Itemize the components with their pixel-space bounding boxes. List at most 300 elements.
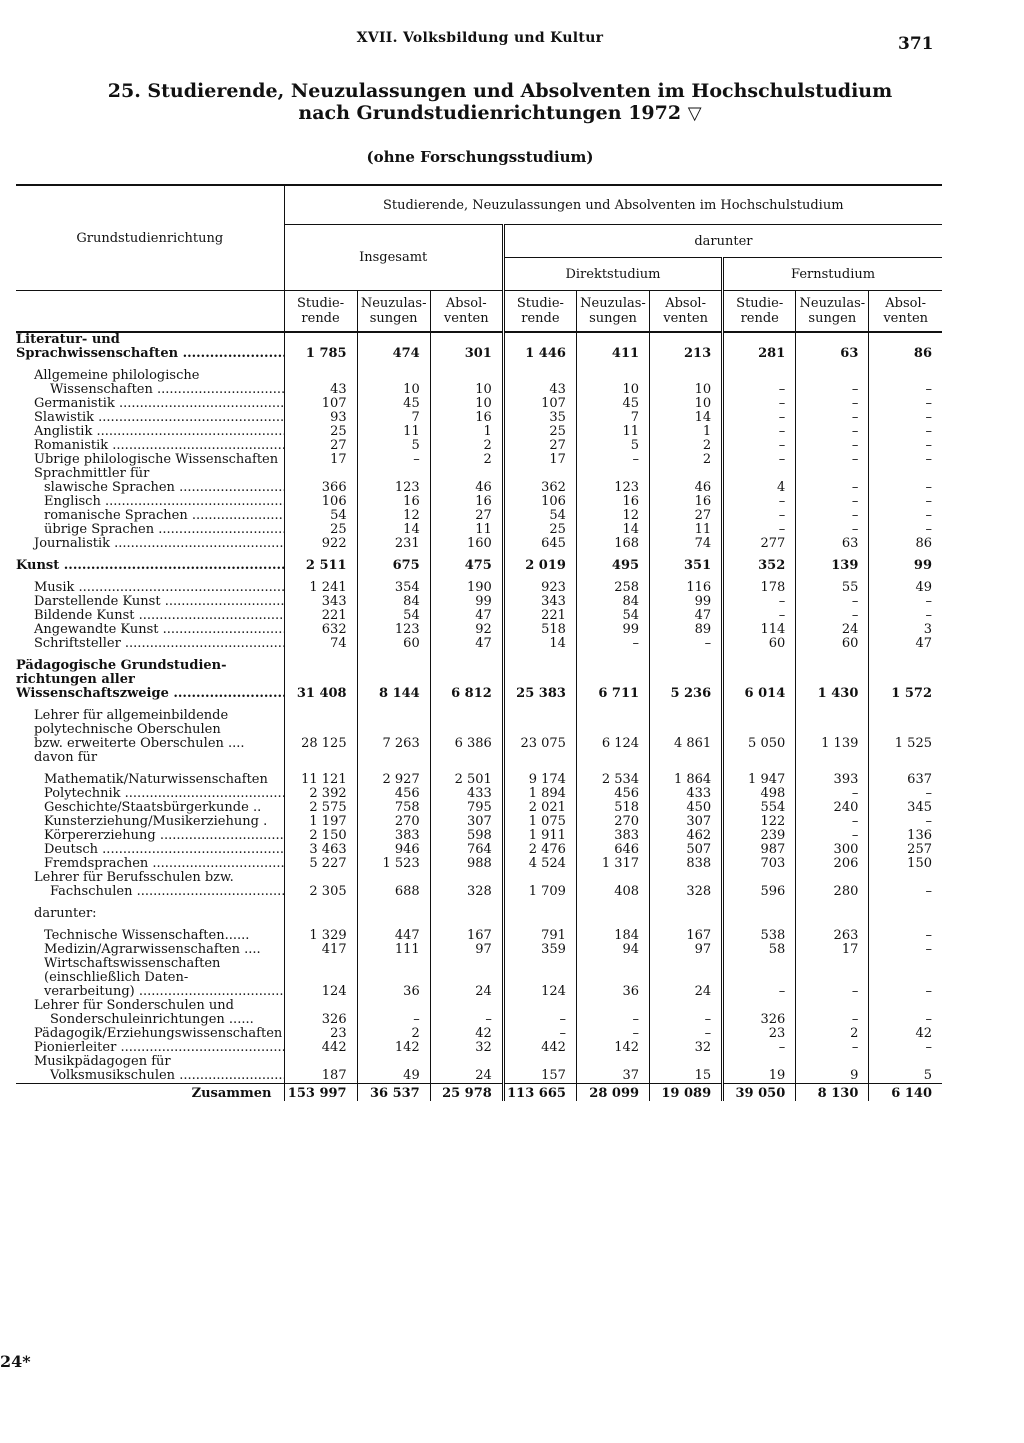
column-header: Absol- venten [869, 291, 942, 333]
row-label-text: Angewandte Kunst ..... [34, 623, 284, 637]
table-row [16, 495, 942, 509]
table-cell [284, 907, 357, 921]
table-cell: – [430, 1013, 503, 1027]
table-cell: 116 [650, 581, 723, 595]
table-cell [576, 332, 649, 347]
table-cell: 74 [650, 537, 723, 551]
total-cell: 36 537 [357, 1084, 430, 1102]
table-cell: 167 [650, 929, 723, 943]
table-cell [503, 999, 576, 1013]
row-label-text: richtungen aller [16, 673, 135, 687]
table-cell: – [796, 829, 869, 843]
table-cell [869, 467, 942, 481]
table-cell: 2 [650, 453, 723, 467]
table-cell: – [796, 1041, 869, 1055]
table-cell: 596 [723, 885, 796, 899]
table-cell [650, 999, 723, 1013]
table-cell: 10 [430, 397, 503, 411]
table-row [16, 957, 942, 971]
table-cell: 300 [796, 843, 869, 857]
table-cell [503, 709, 576, 723]
table-cell: 54 [576, 609, 649, 623]
table-cell: – [869, 509, 942, 523]
table-cell: 206 [796, 857, 869, 871]
table-cell: 2 501 [430, 773, 503, 787]
row-label [16, 999, 284, 1013]
table-cell [430, 957, 503, 971]
row-label-text: Wirtschaftswissenschaften [44, 957, 221, 971]
table-row [16, 411, 942, 425]
table-cell: 703 [723, 857, 796, 871]
table-cell: 54 [503, 509, 576, 523]
table-cell: 4 861 [650, 737, 723, 751]
table-cell: 32 [430, 1041, 503, 1055]
table-cell [650, 957, 723, 971]
table-cell: 45 [576, 397, 649, 411]
table-cell [796, 673, 869, 687]
table-cell: 94 [576, 943, 649, 957]
triangle-marker-icon: ▽ [687, 103, 702, 124]
table-cell: 507 [650, 843, 723, 857]
table-cell: 36 [357, 985, 430, 999]
table-cell [869, 871, 942, 885]
table-cell: 86 [869, 347, 942, 361]
table-cell: 99 [869, 559, 942, 573]
table-cell: 123 [357, 623, 430, 637]
table-cell: 10 [650, 383, 723, 397]
row-label [16, 383, 284, 397]
table-row [16, 1041, 942, 1055]
table-cell [430, 999, 503, 1013]
table-cell: – [869, 985, 942, 999]
table-cell: 32 [650, 1041, 723, 1055]
table-cell: – [503, 1013, 576, 1027]
table-cell: 142 [357, 1041, 430, 1055]
table-row [16, 829, 942, 843]
table-cell: 16 [430, 411, 503, 425]
table-cell [796, 907, 869, 921]
row-label [16, 481, 284, 495]
row-label [16, 453, 284, 467]
table-cell: 43 [284, 383, 357, 397]
table-cell [503, 1055, 576, 1069]
table-cell [723, 957, 796, 971]
table-cell: 637 [869, 773, 942, 787]
table-cell: 97 [650, 943, 723, 957]
group-darunter: darunter [503, 225, 942, 258]
table-cell: 63 [796, 537, 869, 551]
table-cell: 37 [576, 1069, 649, 1084]
table-cell: 675 [357, 559, 430, 573]
table-cell [650, 723, 723, 737]
row-label [16, 907, 284, 921]
row-label [16, 943, 284, 957]
row-label [16, 537, 284, 551]
table-cell: 1 864 [650, 773, 723, 787]
table-cell: 63 [796, 347, 869, 361]
table-row [16, 787, 942, 801]
row-label [16, 595, 284, 609]
table-cell: 150 [869, 857, 942, 871]
row-label-text: Geschichte/Staatsbürgerkunde .. [44, 801, 262, 815]
table-row [16, 609, 942, 623]
row-label [16, 687, 284, 701]
table-cell [650, 467, 723, 481]
table-cell: 1 [650, 425, 723, 439]
row-label-text: Pionierleiter ..... [34, 1041, 284, 1055]
column-header: Neuzulas- sungen [796, 291, 869, 333]
row-label-text: Fremdsprachen ..... [44, 857, 284, 871]
table-cell: – [869, 885, 942, 899]
table-cell: – [796, 383, 869, 397]
table-row [16, 815, 942, 829]
table-cell: 84 [576, 595, 649, 609]
table-cell: 124 [284, 985, 357, 999]
table-cell [869, 332, 942, 347]
table-cell [503, 723, 576, 737]
table-row [16, 1027, 942, 1041]
table-row [16, 929, 942, 943]
table-cell: 1 911 [503, 829, 576, 843]
table-cell [430, 871, 503, 885]
table-cell: 475 [430, 559, 503, 573]
table-cell: 16 [357, 495, 430, 509]
table-cell: 632 [284, 623, 357, 637]
row-label [16, 843, 284, 857]
table-cell: 123 [576, 481, 649, 495]
table-cell [723, 907, 796, 921]
table-cell: 495 [576, 559, 649, 573]
table-cell: 42 [869, 1027, 942, 1041]
table-cell [650, 751, 723, 765]
total-cell: 28 099 [576, 1084, 649, 1102]
column-header: Absol- venten [650, 291, 723, 333]
table-cell: 97 [430, 943, 503, 957]
table-cell: 795 [430, 801, 503, 815]
table-cell: – [869, 1041, 942, 1055]
table-cell: 7 [357, 411, 430, 425]
row-label-text: Sprachwissenschaften ..... [16, 347, 284, 361]
table-cell: 1 139 [796, 737, 869, 751]
row-label-text: Sprachmittler für [34, 467, 150, 481]
row-label [16, 857, 284, 871]
column-header: Studie- rende [503, 291, 576, 333]
table-cell: 111 [357, 943, 430, 957]
table-cell: 393 [796, 773, 869, 787]
table-cell [284, 659, 357, 673]
table-cell: 442 [284, 1041, 357, 1055]
table-cell: 2 [357, 1027, 430, 1041]
table-cell: 2 927 [357, 773, 430, 787]
table-cell: 14 [650, 411, 723, 425]
table-cell [357, 971, 430, 985]
table-cell: 12 [357, 509, 430, 523]
table-cell: 46 [650, 481, 723, 495]
row-label [16, 1069, 284, 1084]
row-label-text: polytechnische Oberschulen [34, 723, 221, 737]
table-cell: 187 [284, 1069, 357, 1084]
table-cell: 60 [357, 637, 430, 651]
table-row [16, 637, 942, 651]
table-row [16, 1069, 942, 1084]
table-cell: 123 [357, 481, 430, 495]
table-cell: – [869, 815, 942, 829]
table-cell: 758 [357, 801, 430, 815]
table-row [16, 332, 942, 347]
table-cell [430, 971, 503, 985]
total-label: Zusammen [16, 1084, 284, 1102]
table-row [16, 971, 942, 985]
table-cell: – [723, 411, 796, 425]
table-cell: – [650, 1027, 723, 1041]
table-cell [796, 957, 869, 971]
table-cell: 25 383 [503, 687, 576, 701]
row-label-text: Fachschulen ..... [50, 885, 284, 899]
table-cell [284, 999, 357, 1013]
table-cell: 106 [284, 495, 357, 509]
table-cell: 2 [650, 439, 723, 453]
total-cell: 6 140 [869, 1084, 942, 1102]
table-cell [503, 369, 576, 383]
table-cell [430, 332, 503, 347]
table-cell: 2 [796, 1027, 869, 1041]
row-label-text: Journalistik ..... [34, 537, 284, 551]
table-row [16, 871, 942, 885]
row-label [16, 787, 284, 801]
table-cell: 24 [650, 985, 723, 999]
running-head: XVII. Volksbildung und Kultur [356, 30, 604, 46]
row-label [16, 971, 284, 985]
table-cell: – [723, 439, 796, 453]
table-cell: 54 [357, 609, 430, 623]
table-cell: 2 392 [284, 787, 357, 801]
table-cell [284, 1055, 357, 1069]
table-cell: 6 014 [723, 687, 796, 701]
table-cell [357, 332, 430, 347]
row-label-text: Wissenschaftszweige ..... [16, 687, 284, 701]
table-cell: 107 [503, 397, 576, 411]
table-cell: – [723, 523, 796, 537]
table-row [16, 383, 942, 397]
table-cell: 764 [430, 843, 503, 857]
table-cell: 42 [430, 1027, 503, 1041]
table-cell: – [723, 985, 796, 999]
table-cell: 307 [650, 815, 723, 829]
group-insgesamt: Insgesamt [284, 225, 503, 291]
table-cell [430, 659, 503, 673]
table-cell [869, 1055, 942, 1069]
table-cell: 946 [357, 843, 430, 857]
table-cell: – [576, 453, 649, 467]
table-cell: 14 [357, 523, 430, 537]
table-cell [796, 467, 869, 481]
table-cell [796, 971, 869, 985]
table-cell: 5 050 [723, 737, 796, 751]
table-cell: – [869, 481, 942, 495]
table-row [16, 985, 942, 999]
table-cell: 343 [284, 595, 357, 609]
table-cell: 1 446 [503, 347, 576, 361]
table-cell [650, 709, 723, 723]
table-cell [430, 673, 503, 687]
table-cell [576, 971, 649, 985]
table-row [16, 659, 942, 673]
row-label [16, 332, 284, 347]
row-label [16, 829, 284, 843]
table-cell: 221 [503, 609, 576, 623]
table-cell: – [650, 637, 723, 651]
table-cell: – [796, 609, 869, 623]
table-cell: 47 [650, 609, 723, 623]
total-cell: 113 665 [503, 1084, 576, 1102]
signature-mark: 24* [0, 1352, 31, 1371]
table-body [16, 332, 942, 1101]
table-cell: 922 [284, 537, 357, 551]
stub-header: Grundstudienrichtung [16, 185, 284, 291]
table-cell [796, 1055, 869, 1069]
total-cell: 153 997 [284, 1084, 357, 1102]
table-cell: 16 [576, 495, 649, 509]
row-label-text: bzw. erweiterte Oberschulen .... [34, 737, 245, 751]
table-cell: 2 019 [503, 559, 576, 573]
table-cell: 25 [503, 523, 576, 537]
table-cell: 277 [723, 537, 796, 551]
table-cell [796, 709, 869, 723]
table-cell: 14 [576, 523, 649, 537]
table-row [16, 481, 942, 495]
table-cell: 1 241 [284, 581, 357, 595]
table-cell: 11 [576, 425, 649, 439]
table-cell: – [869, 523, 942, 537]
table-cell [576, 907, 649, 921]
table-cell [869, 709, 942, 723]
table-cell: 8 144 [357, 687, 430, 701]
title-line-2: nach Grundstudienrichtungen 1972 [298, 102, 682, 124]
table-cell: 538 [723, 929, 796, 943]
table-cell: 16 [650, 495, 723, 509]
table-cell [650, 1055, 723, 1069]
table-row [16, 581, 942, 595]
row-label-text: Musik ..... [34, 581, 284, 595]
table-cell: 122 [723, 815, 796, 829]
table-cell: 688 [357, 885, 430, 899]
table-cell: – [869, 1013, 942, 1027]
table-cell [284, 957, 357, 971]
table-cell: 5 [576, 439, 649, 453]
table-cell [357, 723, 430, 737]
table-cell: – [869, 397, 942, 411]
table-cell: 598 [430, 829, 503, 843]
table-cell [576, 709, 649, 723]
table-cell: 456 [357, 787, 430, 801]
row-label-text: Kunsterziehung/Musikerziehung . [44, 815, 268, 829]
row-label [16, 801, 284, 815]
table-cell: 408 [576, 885, 649, 899]
table-cell [869, 907, 942, 921]
table-cell: 11 121 [284, 773, 357, 787]
table-cell: 1 523 [357, 857, 430, 871]
table-cell: 988 [430, 857, 503, 871]
table-cell [650, 907, 723, 921]
table-cell: 2 575 [284, 801, 357, 815]
table-cell: 328 [650, 885, 723, 899]
row-label [16, 751, 284, 765]
table-row [16, 907, 942, 921]
table-cell: 351 [650, 559, 723, 573]
table-cell [869, 369, 942, 383]
table-cell: 474 [357, 347, 430, 361]
table-cell: – [796, 787, 869, 801]
table-cell: 17 [284, 453, 357, 467]
table-cell [430, 723, 503, 737]
table-cell: – [869, 383, 942, 397]
row-label-text: Pädagogik/Erziehungswissenschaften [34, 1027, 283, 1041]
page-number: 371 [898, 34, 934, 54]
table-cell: 447 [357, 929, 430, 943]
table-cell [796, 999, 869, 1013]
table-cell [723, 709, 796, 723]
table-subtitle: (ohne Forschungsstudium) [366, 148, 594, 166]
table-cell: 25 [503, 425, 576, 439]
row-label [16, 1055, 284, 1069]
table-cell: – [576, 1027, 649, 1041]
table-cell: 45 [357, 397, 430, 411]
table-cell [796, 332, 869, 347]
table-cell [723, 971, 796, 985]
table-row [16, 509, 942, 523]
table-cell [576, 467, 649, 481]
table-cell: 6 711 [576, 687, 649, 701]
table-cell: 7 [576, 411, 649, 425]
table-cell [723, 673, 796, 687]
table-cell: – [796, 985, 869, 999]
table-cell: 1 894 [503, 787, 576, 801]
row-label [16, 637, 284, 651]
table-cell: 60 [796, 637, 869, 651]
table-row [16, 857, 942, 871]
row-label-text: Darstellende Kunst ..... [34, 595, 284, 609]
table-cell [650, 369, 723, 383]
table-cell [576, 957, 649, 971]
table-cell: – [869, 495, 942, 509]
table-cell: 27 [284, 439, 357, 453]
table-cell: 1 525 [869, 737, 942, 751]
row-label-text: Sonderschuleinrichtungen ...... [50, 1013, 254, 1027]
table-cell: 433 [650, 787, 723, 801]
table-cell: 4 [723, 481, 796, 495]
statistics-table [16, 184, 942, 1101]
table-cell: 6 386 [430, 737, 503, 751]
table-cell [723, 999, 796, 1013]
table-cell: 307 [430, 815, 503, 829]
table-cell [503, 907, 576, 921]
table-cell: 35 [503, 411, 576, 425]
row-label [16, 509, 284, 523]
table-cell: 213 [650, 347, 723, 361]
table-cell: 99 [576, 623, 649, 637]
table-cell: 178 [723, 581, 796, 595]
table-cell [357, 871, 430, 885]
table-cell: 142 [576, 1041, 649, 1055]
table-cell [357, 957, 430, 971]
table-cell: – [357, 453, 430, 467]
table-cell: 24 [430, 985, 503, 999]
row-label [16, 581, 284, 595]
table-cell: 6 812 [430, 687, 503, 701]
row-label-text: Mathematik/Naturwissenschaften [44, 773, 268, 787]
row-label-text: Pädagogische Grundstudien- [16, 659, 227, 673]
table-cell [576, 751, 649, 765]
